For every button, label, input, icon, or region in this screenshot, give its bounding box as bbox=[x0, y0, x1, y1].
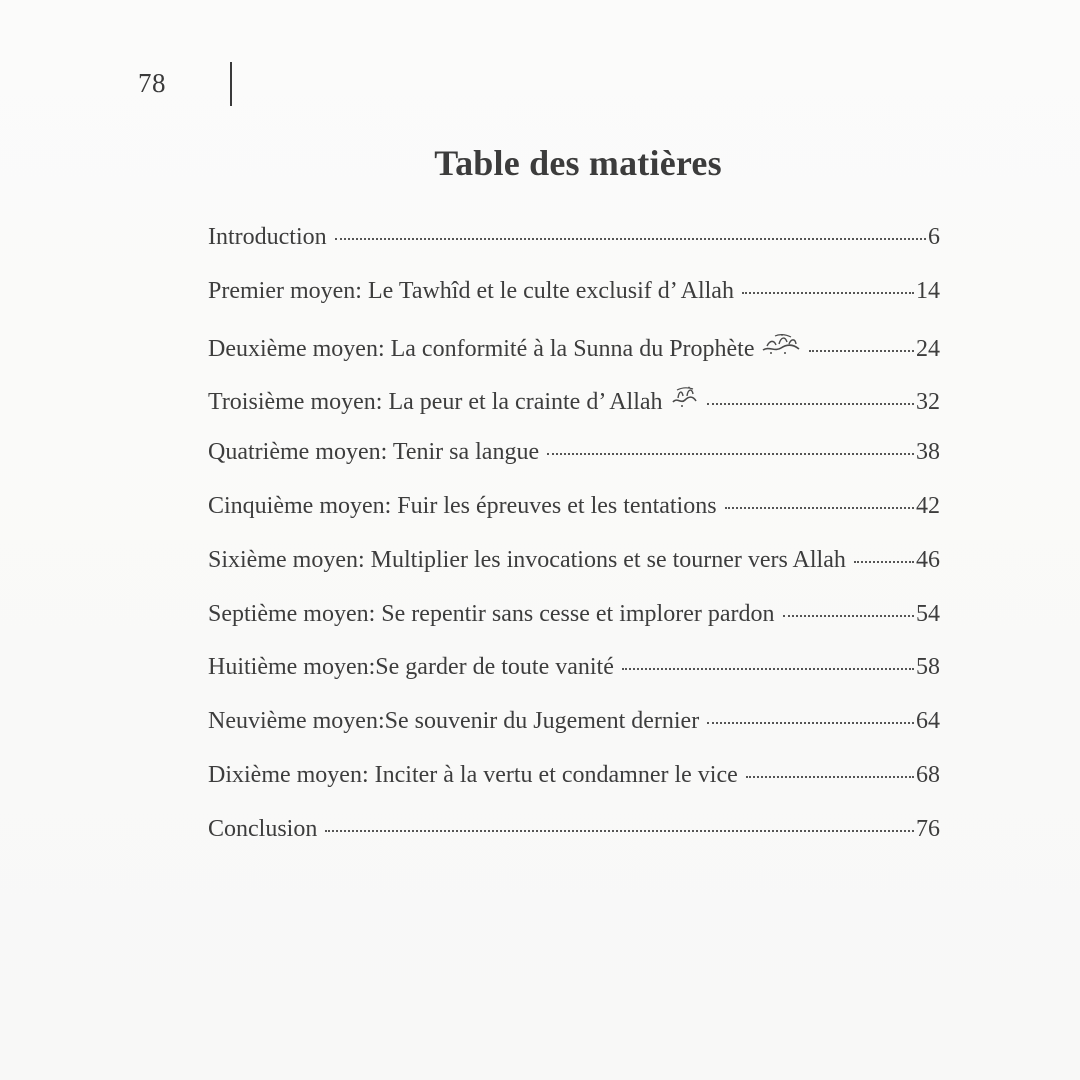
azza-wa-jall-calligraphy-icon bbox=[669, 385, 699, 409]
toc-entry-label: Quatrième moyen: Tenir sa langue bbox=[208, 439, 540, 466]
dot-leader bbox=[547, 453, 914, 455]
toc-entry-label: Introduction bbox=[208, 224, 327, 250]
toc-entry-page: 38 bbox=[916, 439, 940, 466]
toc-entry-label: Dixième moyen: Inciter à la vertu et condamner le vice bbox=[208, 761, 738, 788]
dot-leader bbox=[325, 830, 914, 832]
dot-leader bbox=[783, 615, 915, 617]
toc-title: Table des matières bbox=[434, 143, 722, 183]
toc-entry-troisieme-moyen bbox=[208, 385, 940, 439]
dot-leader bbox=[742, 292, 914, 294]
dot-leader bbox=[725, 507, 914, 509]
toc-entry-label: Huitième moyen:Se garder de toute vanité bbox=[208, 654, 614, 681]
toc-entry-page: 68 bbox=[916, 761, 940, 788]
dot-leader bbox=[809, 350, 914, 352]
toc-entry-introduction bbox=[208, 224, 940, 278]
toc-entry-page: 58 bbox=[916, 654, 940, 681]
toc-entry-label: Premier moyen: Le Tawhîd et le culte exclusif d’ Allah bbox=[208, 277, 734, 304]
toc-entry-page: 54 bbox=[916, 600, 940, 627]
toc-entry-label: Conclusion bbox=[208, 815, 318, 842]
dot-leader bbox=[746, 776, 914, 778]
toc-entry-page: 46 bbox=[916, 546, 940, 573]
toc-entry-premier-moyen bbox=[208, 278, 940, 332]
toc-entry-page: 64 bbox=[916, 708, 940, 735]
toc-entry-deuxieme-moyen bbox=[208, 332, 940, 386]
dot-leader bbox=[707, 403, 914, 405]
salawat-calligraphy-icon bbox=[761, 332, 801, 356]
toc-entry-label: Septième moyen: Se repentir sans cesse et implorer pardon bbox=[208, 600, 775, 627]
dot-leader bbox=[335, 238, 926, 240]
dot-leader bbox=[707, 722, 914, 724]
toc-entry-label: Cinquième moyen: Fuir les épreuves et les tentations bbox=[208, 492, 717, 519]
toc-list bbox=[208, 224, 940, 870]
toc-entry-cinquieme-moyen bbox=[208, 493, 940, 547]
toc-entry-label: Sixième moyen: Multiplier les invocations et se tourner vers Allah bbox=[208, 546, 846, 573]
header-rule bbox=[230, 62, 232, 106]
toc-entry-dixieme-moyen bbox=[208, 762, 940, 816]
toc-entry-label: Troisième moyen: La peur et la crainte d’ Allah bbox=[208, 389, 663, 416]
toc-entry-sixieme-moyen bbox=[208, 547, 940, 601]
toc-entry-page: 32 bbox=[916, 389, 940, 416]
dot-leader bbox=[854, 561, 914, 563]
toc-entry-quatrieme-moyen bbox=[208, 439, 940, 493]
toc-entry-huitieme-moyen bbox=[208, 654, 940, 708]
toc-entry-page: 6 bbox=[928, 224, 940, 250]
toc-entry-page: 14 bbox=[916, 277, 940, 304]
toc-entry-conclusion bbox=[208, 816, 940, 870]
toc-entry-page: 24 bbox=[916, 335, 940, 362]
toc-entry-page: 76 bbox=[916, 815, 940, 842]
page-number: 78 bbox=[138, 68, 166, 98]
toc-entry-page: 42 bbox=[916, 492, 940, 519]
toc-entry-septieme-moyen bbox=[208, 601, 940, 655]
toc-entry-label: Deuxième moyen: La conformité à la Sunna du Prophète bbox=[208, 335, 755, 362]
dot-leader bbox=[622, 668, 914, 670]
toc-entry-neuvieme-moyen bbox=[208, 708, 940, 762]
toc-entry-label: Neuvième moyen:Se souvenir du Jugement dernier bbox=[208, 708, 700, 735]
